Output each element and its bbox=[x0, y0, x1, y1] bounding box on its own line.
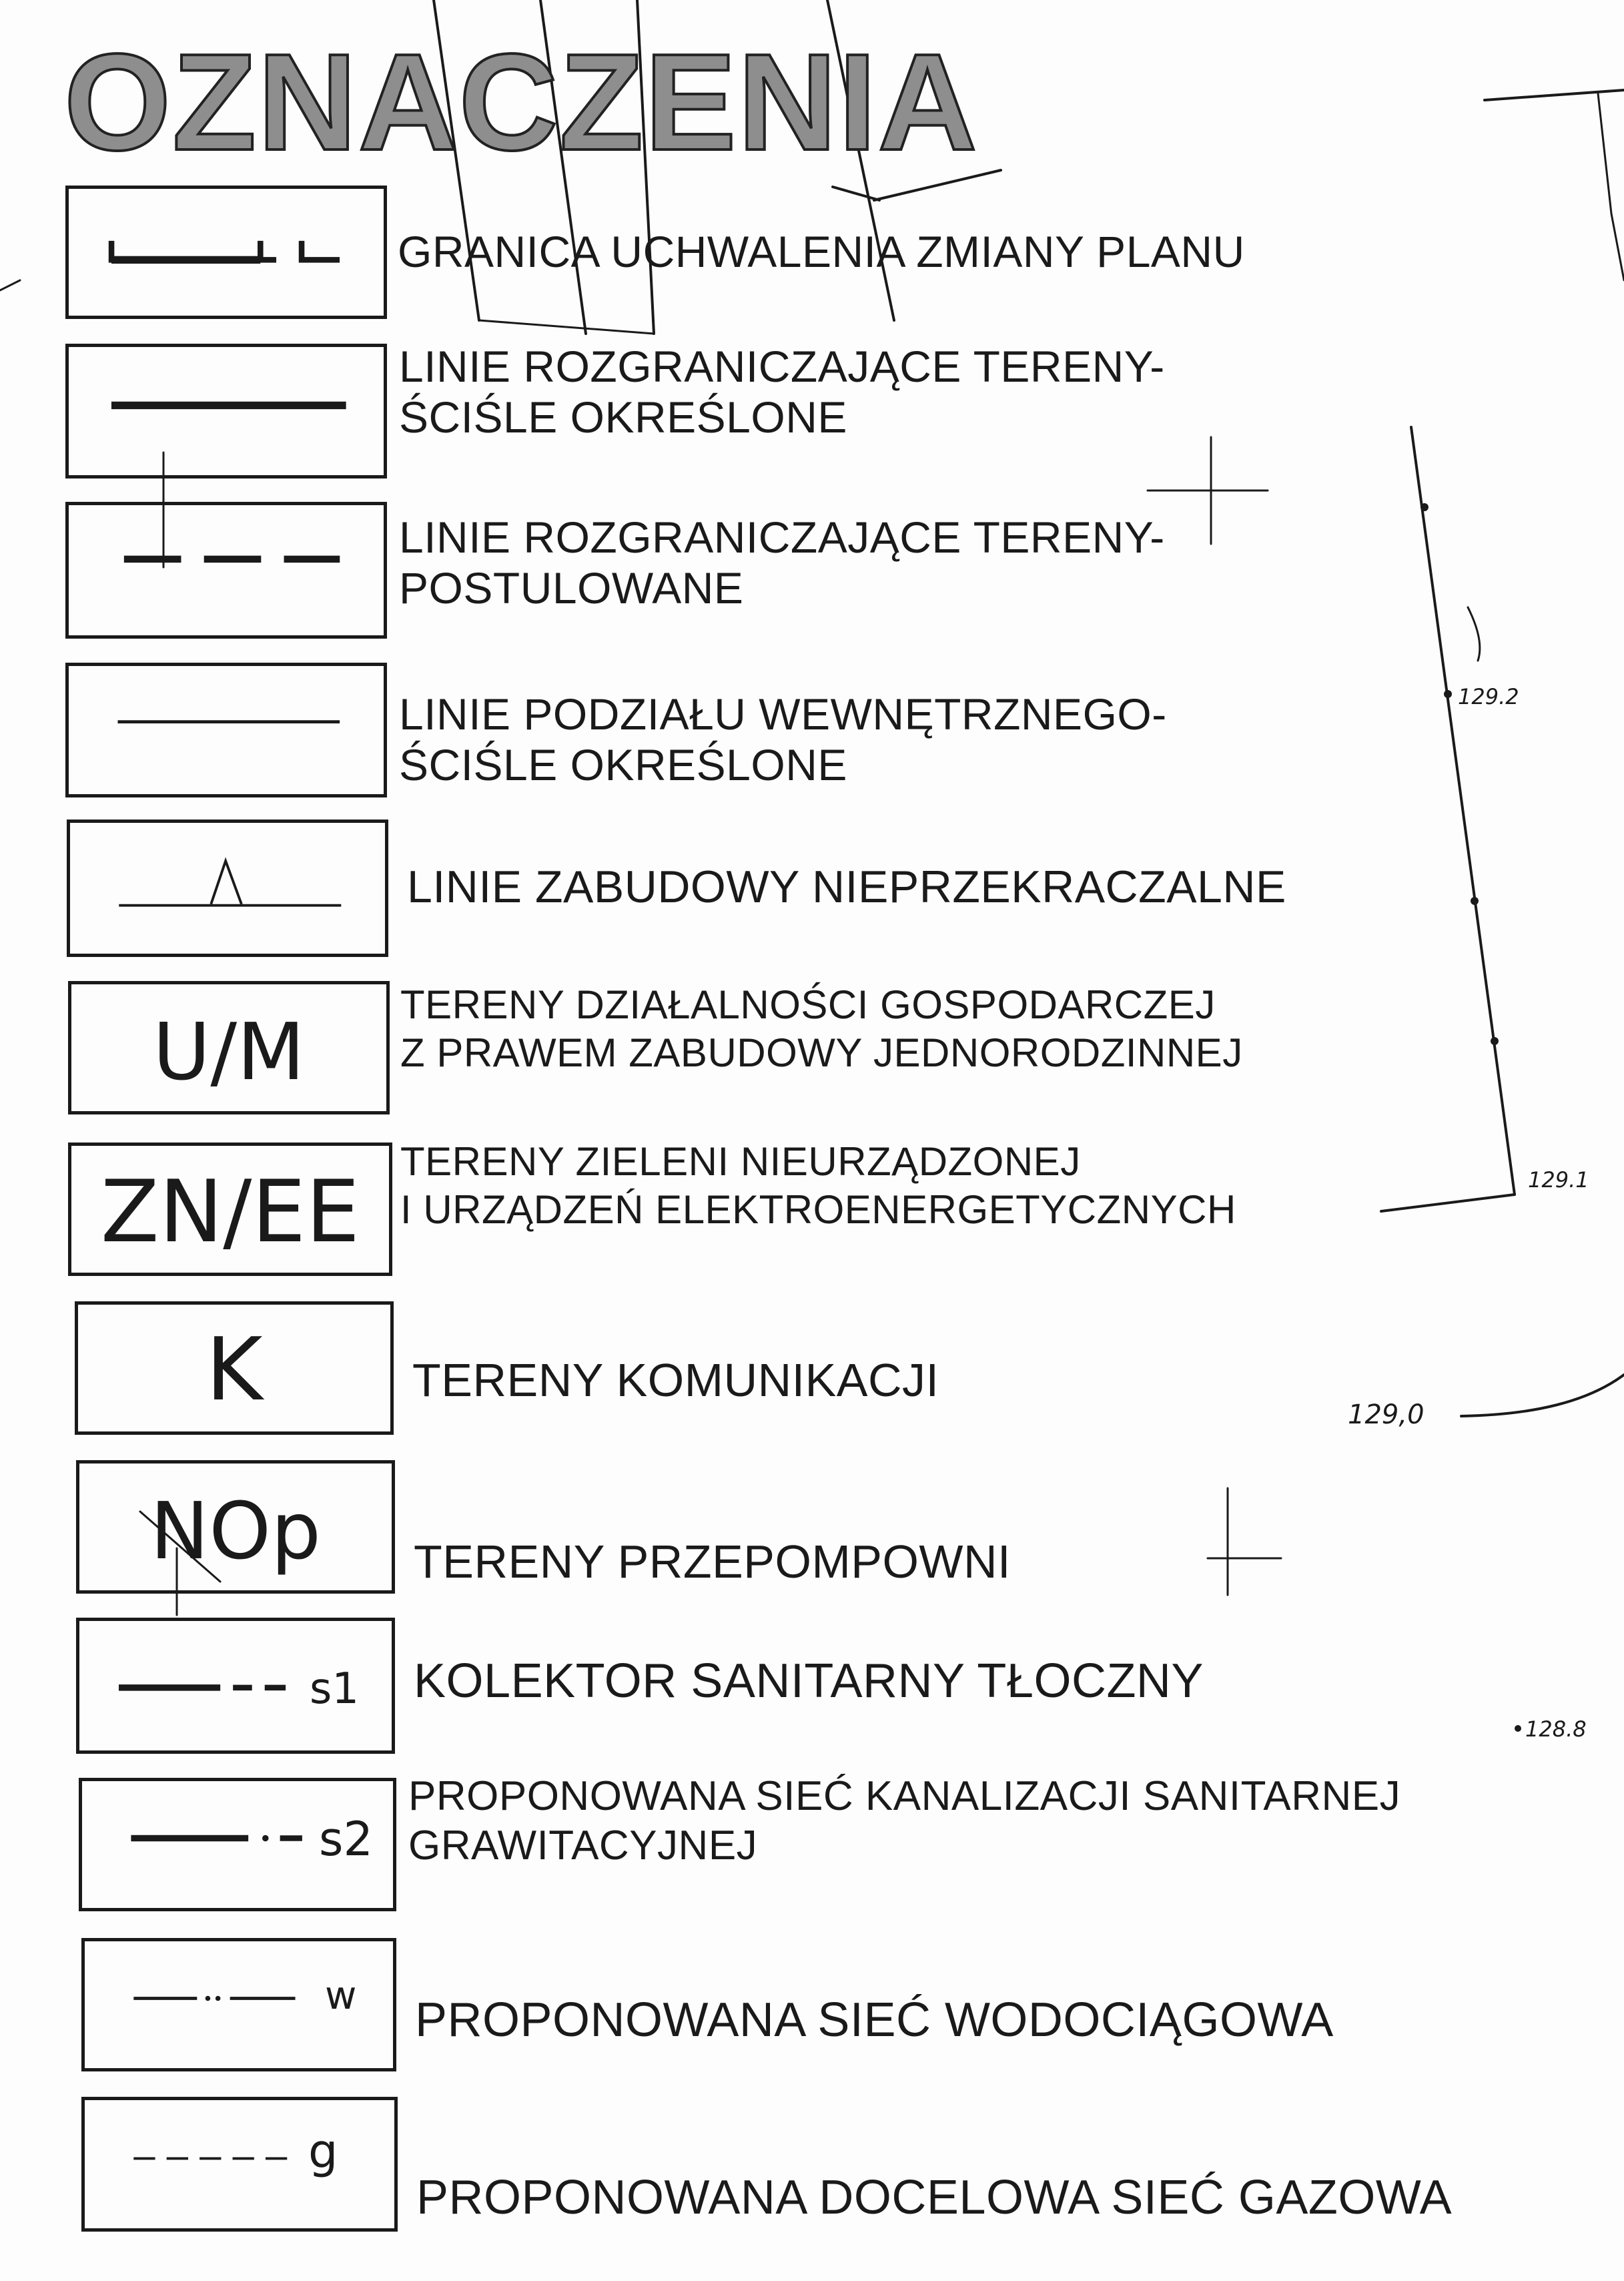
map-line bbox=[833, 187, 879, 200]
legend-label-line: TERENY ZIELENI NIEURZĄDZONEJ bbox=[400, 1139, 1081, 1184]
legend-label-k bbox=[412, 1353, 939, 1407]
legend-label-plan-boundary bbox=[398, 227, 1245, 278]
legend-symbol-code: s1 bbox=[310, 1664, 360, 1714]
page-title: OZNACZENIA bbox=[64, 25, 979, 179]
legend-label-line: ŚCIŚLE OKREŚLONE bbox=[399, 392, 847, 442]
map-line bbox=[0, 280, 20, 290]
map-point bbox=[1515, 1725, 1521, 1732]
legend-symbol-code: s2 bbox=[319, 1812, 374, 1867]
solid-thin-line-symbol bbox=[69, 666, 384, 794]
legend-symbol-code: g bbox=[308, 2124, 338, 2179]
map-point bbox=[1444, 690, 1452, 698]
map-line bbox=[1598, 93, 1624, 280]
building-line-symbol bbox=[70, 823, 385, 954]
map-line bbox=[479, 320, 654, 334]
elevation-label: 129.2 bbox=[1458, 684, 1519, 709]
legend-symbol-s1 bbox=[76, 1618, 395, 1754]
elevation-label: 128.8 bbox=[1525, 1716, 1587, 1742]
legend-symbol-plan-boundary bbox=[65, 186, 387, 319]
legend-symbol-s2 bbox=[79, 1778, 396, 1911]
solid-thick-line-symbol bbox=[69, 347, 384, 475]
legend-label-line: ŚCIŚLE OKREŚLONE bbox=[399, 739, 847, 789]
legend-label-um bbox=[400, 981, 1243, 1077]
legend-label-line: LINIE ROZGRANICZAJĄCE TERENY- bbox=[399, 513, 1165, 562]
map-line bbox=[1381, 1195, 1515, 1211]
legend-label-line: Z PRAWEM ZABUDOWY JEDNORODZINNEJ bbox=[400, 1030, 1243, 1075]
legend-label-line: LINIE ROZGRANICZAJĄCE TERENY- bbox=[399, 342, 1165, 391]
legend-label-building-line bbox=[407, 861, 1286, 913]
legend-symbol-boundary-lines-proposed bbox=[65, 502, 387, 639]
legend-symbol-boundary-lines-exact bbox=[65, 344, 387, 478]
legend-symbol-nop bbox=[76, 1460, 395, 1594]
legend-symbol-g bbox=[81, 2097, 398, 2232]
legend-symbol-code: w bbox=[325, 1973, 357, 2018]
map-point bbox=[1420, 503, 1429, 511]
legend-symbol-building-line bbox=[67, 820, 388, 957]
plan-boundary-symbol bbox=[69, 189, 384, 316]
gas-network-symbol bbox=[85, 2100, 394, 2228]
dashed-thick-line-symbol bbox=[69, 505, 384, 635]
legend-label-s2 bbox=[408, 1772, 1400, 1871]
legend-symbol-code: ZN/EE bbox=[100, 1163, 360, 1262]
legend-label-line: LINIE PODZIAŁU WEWNĘTRZNEGO- bbox=[399, 689, 1167, 739]
map-line bbox=[1468, 607, 1480, 661]
map-line bbox=[1485, 90, 1624, 100]
legend-label-line: PROPONOWANA SIEĆ KANALIZACJI SANITARNEJ bbox=[408, 1773, 1401, 1819]
legend-label-line: TERENY DZIAŁALNOŚCI GOSPODARCZEJ bbox=[400, 982, 1216, 1027]
legend-label-line: TERENY KOMUNIKACJI bbox=[412, 1354, 939, 1406]
legend-label-line: PROPONOWANA SIEĆ WODOCIĄGOWA bbox=[415, 1993, 1334, 2047]
legend-label-boundary-lines-proposed bbox=[399, 513, 1165, 614]
legend-symbol-code: U/M bbox=[153, 1006, 305, 1098]
legend-label-line: I URZĄDZEŃ ELEKTROENERGETYCZNYCH bbox=[400, 1187, 1236, 1232]
legend-symbol-code: NOp bbox=[149, 1485, 322, 1577]
legend-symbol-znee bbox=[68, 1143, 392, 1276]
legend-label-line: GRANICA UCHWALENIA ZMIANY PLANU bbox=[398, 227, 1245, 276]
legend-symbol-um bbox=[68, 981, 390, 1114]
legend-label-line: KOLEKTOR SANITARNY TŁOCZNY bbox=[414, 1654, 1204, 1708]
legend-symbol-code: K bbox=[206, 1319, 263, 1420]
map-line bbox=[1461, 1375, 1624, 1416]
legend-symbol-internal-division bbox=[65, 663, 387, 797]
legend-label-znee bbox=[400, 1138, 1236, 1234]
legend-label-w bbox=[415, 1993, 1334, 2048]
map-point bbox=[1471, 897, 1479, 905]
elevation-label: 129.1 bbox=[1528, 1167, 1589, 1193]
legend-label-nop bbox=[414, 1535, 1011, 1589]
legend-label-s1 bbox=[414, 1654, 1204, 1709]
legend-label-g bbox=[416, 2170, 1452, 2226]
map-point bbox=[1491, 1037, 1499, 1045]
legend-label-boundary-lines-exact bbox=[399, 342, 1165, 443]
legend-label-line: PROPONOWANA DOCELOWA SIEĆ GAZOWA bbox=[416, 2171, 1453, 2224]
legend-symbol-w bbox=[81, 1938, 396, 2071]
legend-label-line: POSTULOWANE bbox=[399, 563, 744, 613]
legend-label-line: TERENY PRZEPOMPOWNI bbox=[414, 1536, 1011, 1588]
map-line bbox=[1411, 427, 1515, 1195]
legend-symbol-k bbox=[75, 1301, 394, 1435]
elevation-label: 129,0 bbox=[1348, 1399, 1425, 1430]
legend-label-internal-division bbox=[399, 689, 1167, 791]
legend-label-line: GRAWITACYJNEJ bbox=[408, 1823, 758, 1869]
legend-label-line: LINIE ZABUDOWY NIEPRZEKRACZALNE bbox=[407, 862, 1286, 912]
